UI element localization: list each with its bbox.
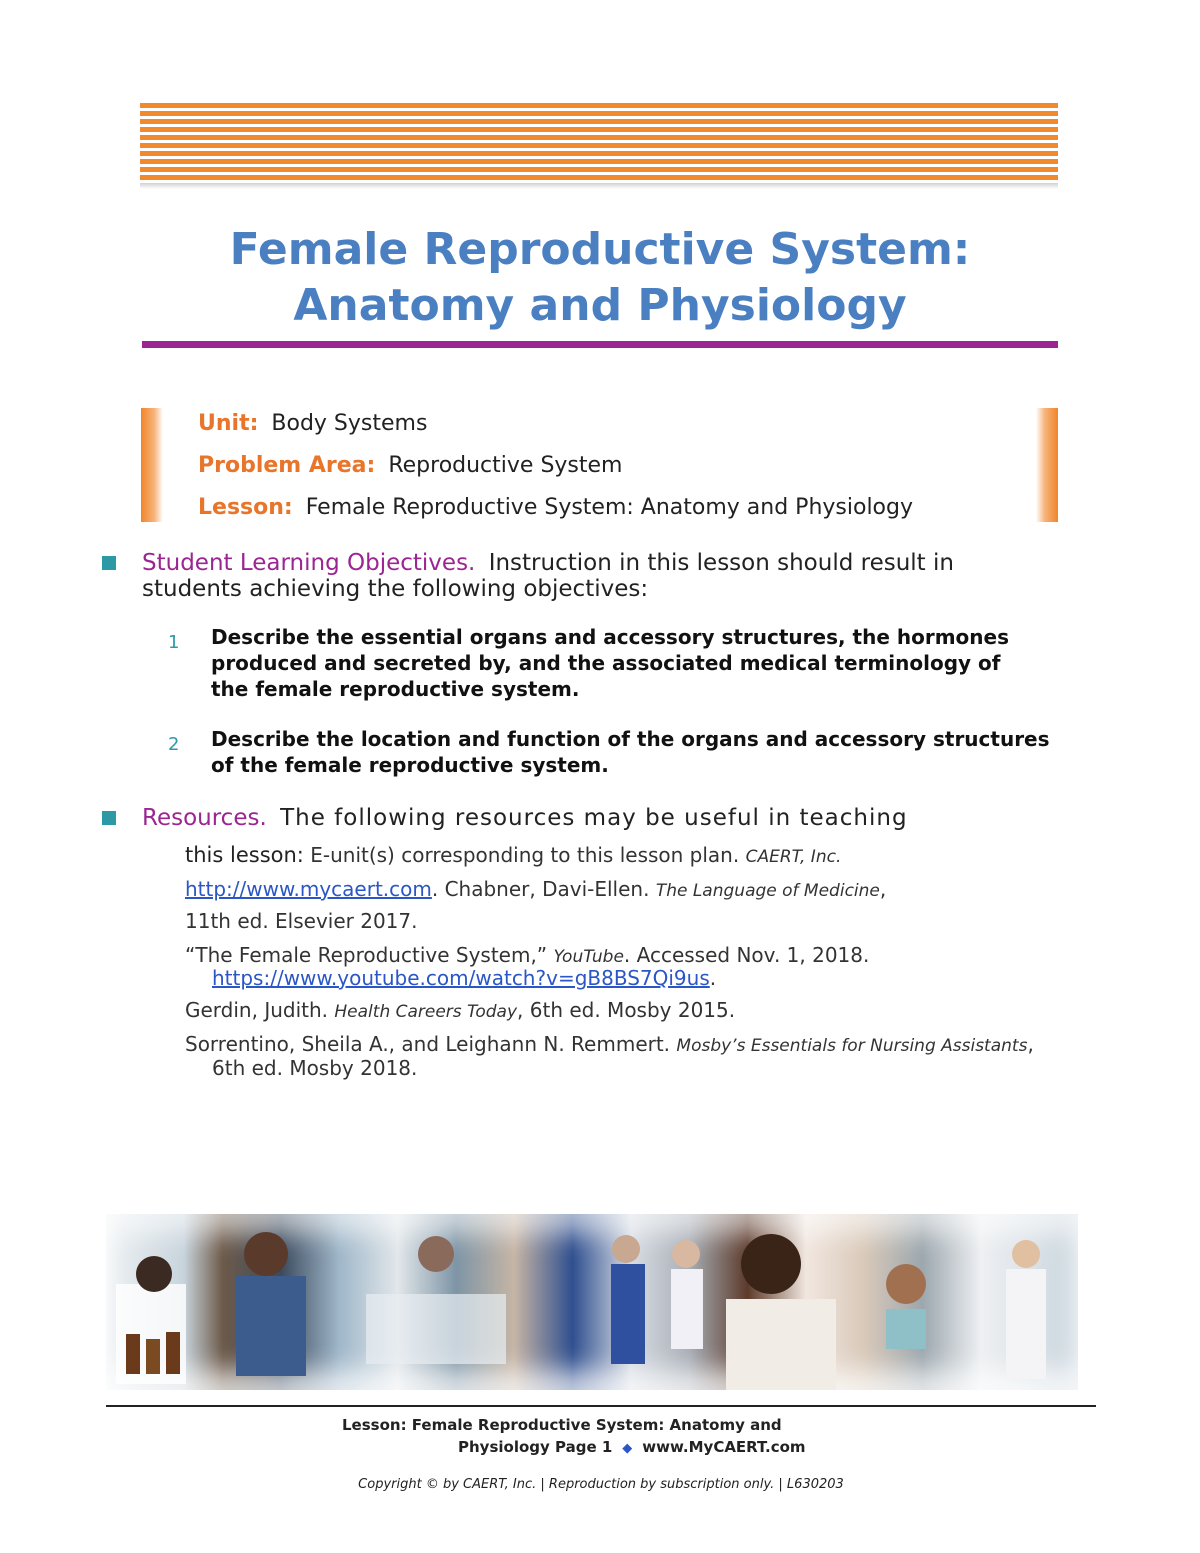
youtube-link[interactable]: https://www.youtube.com/watch?v=gB8BS7Qi9us — [212, 966, 710, 990]
page-title — [140, 222, 1060, 334]
header-stripe-band — [140, 103, 1058, 183]
resource-line: https://www.youtube.com/watch?v=gB8BS7Qi9us. — [212, 966, 717, 990]
resource-line — [212, 1056, 417, 1080]
objectives-bullet-icon — [102, 556, 116, 570]
photo-collage-shapes — [106, 1214, 1078, 1390]
title-line-1: Female Reproductive System: — [229, 224, 971, 275]
resource-sorrentino-title: Mosby’s Essentials for Nursing Assistants — [676, 1036, 1028, 1056]
unit-value: Body Systems — [271, 411, 428, 436]
resource-chabner-edition: 11th ed. Elsevier 2017. — [185, 909, 418, 933]
resources-intro: The following resources may be useful in teaching — [280, 805, 908, 831]
resources-heading: Resources. — [142, 805, 267, 831]
right-accent-bar — [1036, 408, 1058, 522]
problem-area-label: Problem Area: — [198, 453, 376, 478]
resource-youtube-source: YouTube — [553, 947, 624, 967]
footer-divider — [106, 1405, 1096, 1407]
title-line-2: Anatomy and Physiology — [293, 280, 907, 331]
left-accent-bar — [141, 408, 163, 522]
unit-line — [198, 410, 427, 438]
problem-area-line — [198, 452, 622, 480]
problem-area-value: Reproductive System — [388, 453, 623, 478]
resource-gerdin: Gerdin, Judith. — [185, 998, 329, 1022]
objectives-heading-block — [142, 550, 1002, 602]
resource-chabner: . Chabner, Davi-Ellen. — [431, 877, 650, 901]
healthcare-photo-collage — [106, 1214, 1078, 1390]
resource-publisher: CAERT, Inc. — [745, 847, 842, 867]
footer-page-line — [458, 1437, 806, 1459]
resource-gerdin-edition: , 6th ed. Mosby 2015. — [517, 998, 736, 1022]
objectives-heading: Student Learning Objectives. — [142, 550, 476, 576]
unit-label: Unit: — [198, 411, 259, 436]
objective-number: 2 — [168, 734, 180, 755]
resource-chabner-title: The Language of Medicine — [655, 881, 880, 901]
resources-heading-block — [142, 805, 1002, 831]
lesson-label: Lesson: — [198, 495, 293, 520]
objectives-intro: Instruction in this lesson should result in students achieving the following objectives: — [142, 550, 954, 602]
resources-bullet-icon — [102, 811, 116, 825]
resource-line — [185, 909, 418, 933]
objective-text: Describe the location and function of the organs and accessory structures of the female reproductive system. — [211, 727, 1050, 777]
resources-intro-cont: this lesson: — [185, 843, 304, 867]
resource-line — [185, 843, 841, 869]
resource-youtube-title: “The Female Reproductive System,” — [185, 943, 548, 967]
title-divider — [142, 341, 1058, 348]
resource-line: http://www.mycaert.com. Chabner, Davi-Ellen. The Language of Medicine, — [185, 877, 887, 901]
footer-lesson-line: Lesson: Female Reproductive System: Anatomy and — [342, 1416, 782, 1434]
copyright-notice: Copyright © by CAERT, Inc. | Reproduction by subscription only. | L630203 — [358, 1477, 844, 1492]
resource-line — [185, 998, 735, 1024]
resource-sorrentino-edition: 6th ed. Mosby 2018. — [212, 1056, 418, 1080]
resource-sorrentino: Sorrentino, Sheila A., and Leighann N. Remmert. — [185, 1032, 671, 1056]
objective-text: Describe the essential organs and accessory structures, the hormones produced and secreted by, and the associated medical terminology of the female reproductive system. — [211, 625, 1010, 701]
resource-gerdin-title: Health Careers Today — [334, 1002, 518, 1022]
resource-line: Sorrentino, Sheila A., and Leighann N. Remmert. Mosby’s Essentials for Nursing Assistants, — [185, 1032, 1034, 1056]
diamond-icon: ◆ — [622, 1441, 633, 1456]
resource-eunit: E-unit(s) corresponding to this lesson plan. — [310, 843, 740, 867]
mycaert-link[interactable]: http://www.mycaert.com — [185, 877, 432, 901]
lesson-value: Female Reproductive System: Anatomy and Physiology — [305, 495, 914, 520]
objective-number: 1 — [168, 632, 180, 653]
footer-website: www.MyCAERT.com — [642, 1438, 806, 1456]
lesson-line — [198, 494, 913, 522]
resource-youtube-accessed: . Accessed Nov. 1, 2018. — [623, 943, 870, 967]
footer-page-label: Physiology Page 1 — [458, 1438, 613, 1456]
